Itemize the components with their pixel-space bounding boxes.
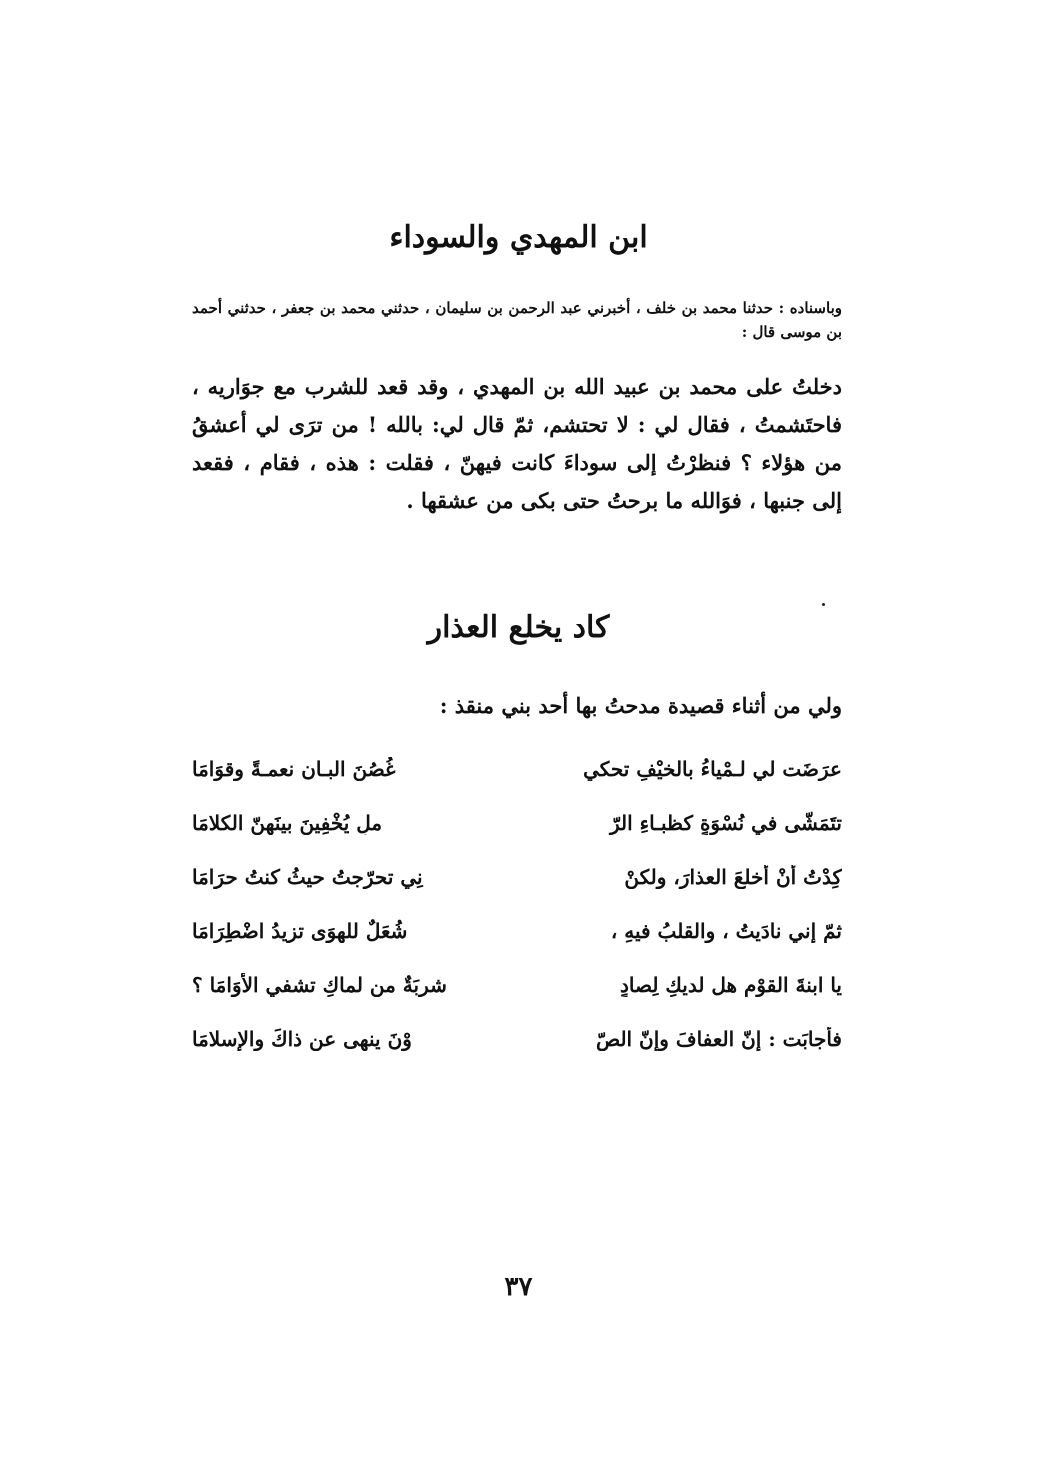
verse-second-hemistich: شُعَلٌ للهوَى تزيدُ اضْطِرَامَا [192,919,408,943]
poem [192,742,842,1066]
verse-first-hemistich: ثمّ إني نادَيتُ ، والقلبُ فيهِ ، [610,919,842,943]
poem-verse [192,850,842,904]
verse-second-hemistich: غُصُنَ البـان نعمـةً وقوَامَا [192,757,396,781]
anecdote-paragraph: دخلتُ على محمد بن عبيد الله بن المهدي ، وقد قعد للشرب مع جوَاريه ، فاحتَشمتُ ، فقال لي : لا تحتشم، ثمّ قال لي: بالله ! من ترَى لي أعشقُ من هؤلاء ؟ فنظرْتُ إلى سوداءَ كانت فيهنّ ، فقلت : هذه ، فقام ، فقعد إلى جنبها ، فوَالله ما برحتُ حتى بكى من عشقها . [192,374,842,513]
verse-second-hemistich: نِي تحرّجتُ حيثُ كنتُ حرَامَا [192,865,423,889]
page-number: ٣٧ [504,1272,533,1302]
print-speck [822,603,825,606]
poem-verse [192,796,842,850]
poem-introduction: ولي من أثناء قصيدة مدحتُ بها أحد بني منقذ : [439,693,842,718]
poem-verse [192,1012,842,1066]
poem-verse [192,958,842,1012]
section-title-ibn-al-mahdi: ابن المهدي والسوداء [389,220,648,255]
verse-first-hemistich: عرَضَت لي لـمْياءُ بالخيْفِ تحكي [583,757,842,781]
verse-second-hemistich: ملِ يُخْفِينَ بينَهنّ الكلامَا [192,811,383,835]
verse-first-hemistich: يا ابنةَ القوْمِ هل لديكِ لِصادٍ [620,973,842,997]
section-title-khala-al-idhar: كاد يخلع العذار [427,610,610,645]
verse-second-hemistich: وْنَ ينهى عن ذاكَ والإسلامَا [192,1027,412,1051]
poem-verse [192,904,842,958]
verse-first-hemistich: كِدْتُ أنْ أخلعَ العذارَ، ولكنْ [624,865,842,889]
verse-first-hemistich: تتَمَشّى في نُسْوَةٍ كظبـاءِ الرّ [610,811,842,835]
poem-verse [192,742,842,796]
isnad-chain: وباسناده : حدثنا محمد بن خلف ، أخبرني عبد الرحمن بن سليمان ، حدثني محمد بن جعفر ، حدثني أحمد بن موسى قال : [192,299,842,341]
verse-second-hemistich: شربَةٌ من لماكِ تشفي الأُوَامَا ؟ [192,973,447,997]
verse-first-hemistich: فأجابَت : إنّ العفافَ وإنّ الصّ [595,1027,842,1051]
